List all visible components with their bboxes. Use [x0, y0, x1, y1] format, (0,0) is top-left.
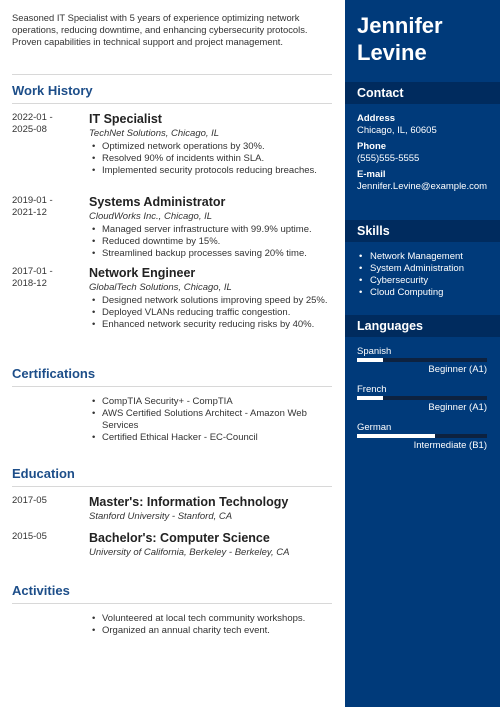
job-title: IT Specialist: [89, 112, 162, 126]
company: TechNet Solutions, Chicago, IL: [89, 128, 220, 139]
list-item: • AWS Certified Solutions Architect - Amazon Web Services: [89, 408, 334, 432]
phone-value: (555)555-5555: [357, 153, 420, 164]
school: Stanford University - Stanford, CA: [89, 511, 233, 522]
degree: Bachelor's: Computer Science: [89, 531, 270, 545]
sidebar: [345, 0, 500, 707]
languages-header: [345, 315, 500, 337]
work-dates: 2022-01 - 2025-08: [12, 112, 53, 135]
list-item: • Optimized network operations by 30%.: [89, 141, 337, 153]
language-name: Spanish: [357, 346, 392, 357]
language-level: Intermediate (B1): [413, 440, 487, 451]
list-item: • Managed server infrastructure with 99.9% uptime.: [89, 224, 337, 236]
list-item: • System Administration: [357, 263, 495, 275]
divider: [12, 603, 332, 604]
list-item: • Designed network solutions improving speed by 25%.: [89, 295, 337, 307]
candidate-name: Jennifer Levine: [357, 13, 443, 65]
phone-label: Phone: [357, 141, 387, 152]
address-value: Chicago, IL, 60605: [357, 125, 437, 136]
summary-text: Seasoned IT Specialist with 5 years of experience optimizing network operations, reducing downtime, and enhancing cybersecurity protocols. Proven capabilities in technical support and project management.: [12, 12, 308, 47]
list-item: • Cybersecurity: [357, 275, 495, 287]
job-title: Network Engineer: [89, 266, 196, 280]
contact-header: [345, 82, 500, 104]
email-label: E-mail: [357, 169, 386, 180]
section-title-work: Work History: [12, 83, 93, 98]
list-item: • Network Management: [357, 251, 495, 263]
contact-title: Contact: [357, 86, 404, 100]
email-value: Jennifer.Levine@example.com: [357, 181, 488, 192]
section-title-education: Education: [12, 466, 75, 481]
list-item: • CompTIA Security+ - CompTIA: [89, 396, 334, 408]
divider: [12, 486, 332, 487]
skills-title: Skills: [357, 224, 390, 238]
language-level: Beginner (A1): [428, 402, 487, 413]
work-dates: 2017-01 - 2018-12: [12, 266, 53, 289]
work-dates: 2019-01 - 2021-12: [12, 195, 53, 218]
section-title-activities: Activities: [12, 583, 70, 598]
divider: [12, 386, 332, 387]
list-item: • Reduced downtime by 15%.: [89, 236, 337, 248]
certifications-list: [89, 396, 334, 444]
divider: [12, 103, 332, 104]
education-date: 2015-05: [12, 531, 47, 542]
list-item: • Resolved 90% of incidents within SLA.: [89, 153, 337, 165]
languages-title: Languages: [357, 319, 423, 333]
list-item: • Enhanced network security reducing risks by 40%.: [89, 319, 337, 331]
skills-header: [345, 220, 500, 242]
list-item: • Deployed VLANs reducing traffic congestion.: [89, 307, 337, 319]
divider: [12, 74, 332, 75]
list-item: • Cloud Computing: [357, 287, 495, 299]
language-name: German: [357, 422, 392, 433]
degree: Master's: Information Technology: [89, 495, 289, 509]
company: CloudWorks Inc., Chicago, IL: [89, 211, 213, 222]
list-item: • Organized an annual charity tech event.: [89, 625, 334, 637]
language-level: Beginner (A1): [428, 364, 487, 375]
bullet-list: [89, 295, 337, 331]
address-label: Address: [357, 113, 396, 124]
language-name: French: [357, 384, 387, 395]
activities-list: [89, 613, 334, 637]
job-title: Systems Administrator: [89, 195, 226, 209]
company: GlobalTech Solutions, Chicago, IL: [89, 282, 232, 293]
list-item: • Implemented security protocols reducing breaches.: [89, 165, 337, 177]
list-item: • Volunteered at local tech community workshops.: [89, 613, 334, 625]
school: University of California, Berkeley - Berkeley, CA: [89, 547, 290, 558]
education-date: 2017-05: [12, 495, 47, 506]
section-title-certifications: Certifications: [12, 366, 96, 381]
list-item: • Certified Ethical Hacker - EC-Council: [89, 432, 334, 444]
list-item: • Streamlined backup processes saving 20% time.: [89, 248, 337, 260]
bullet-list: [89, 141, 337, 177]
bullet-list: [89, 224, 337, 260]
